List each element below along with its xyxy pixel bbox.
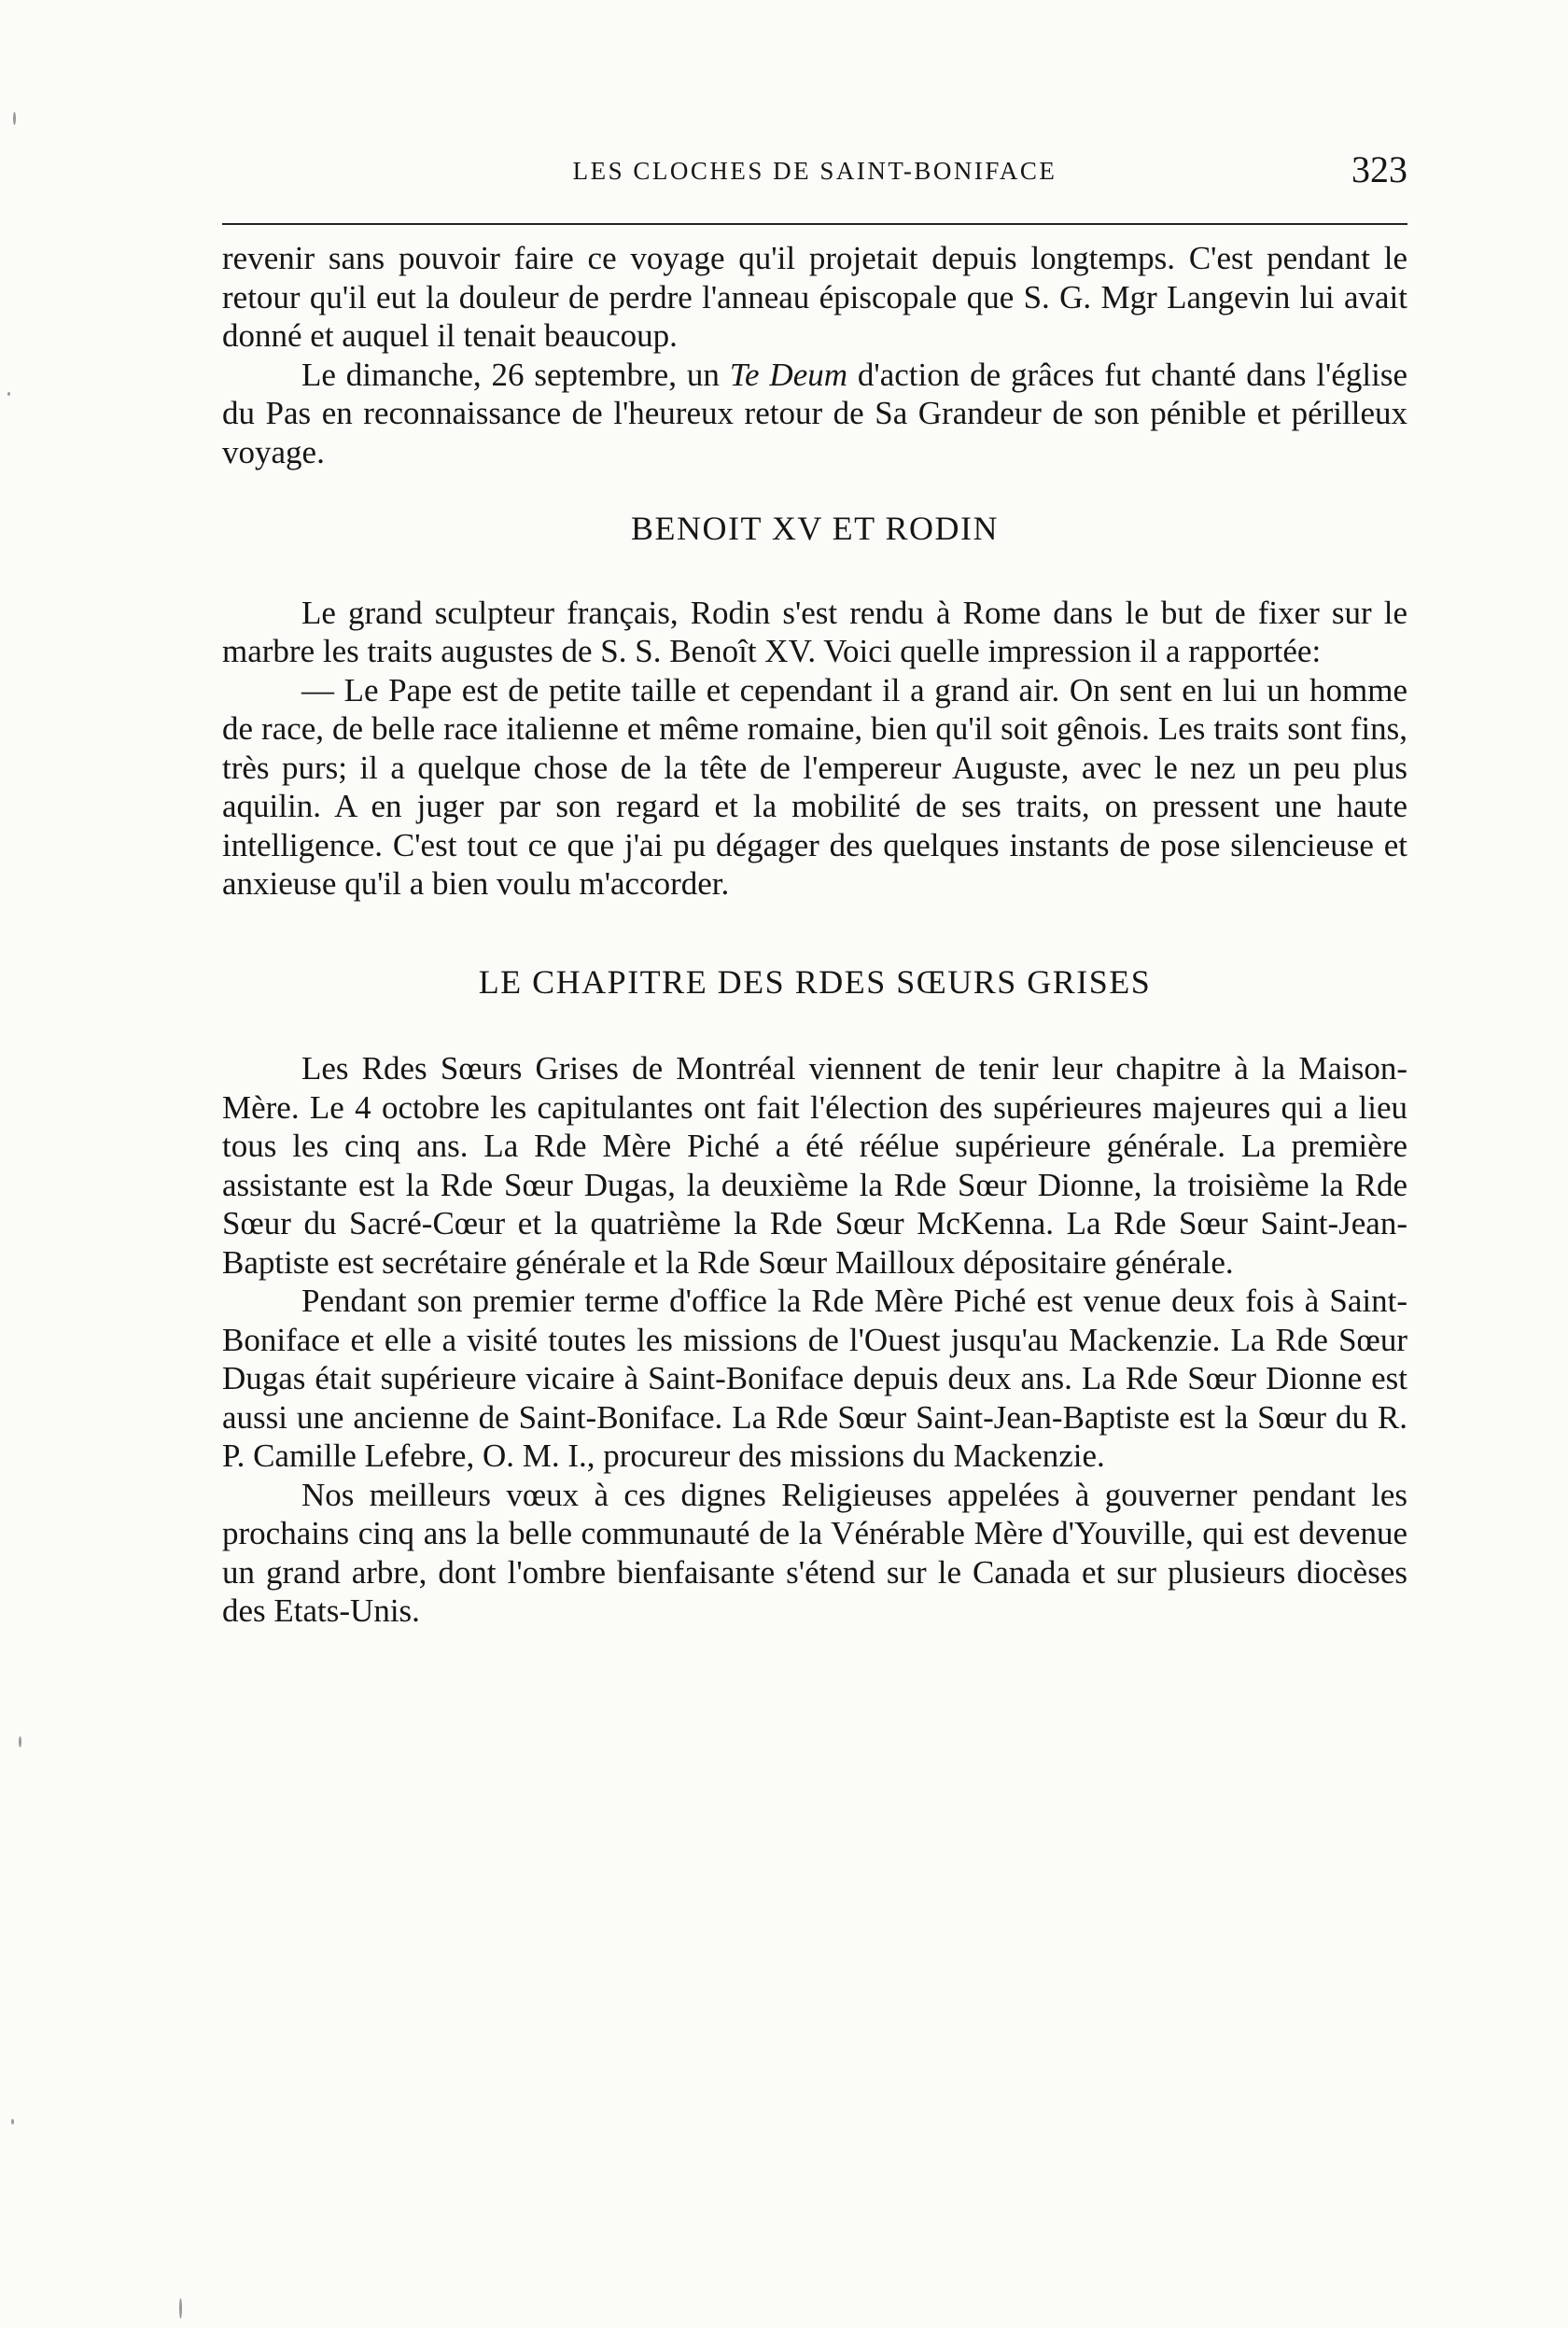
running-title: LES CLOCHES DE SAINT-BONIFACE [572,157,1057,185]
intro-paragraph-te-deum [222,356,1407,472]
te-deum-italic: Te Deum [729,356,848,393]
running-head [222,147,1407,196]
chapitre-paragraph-wishes: Nos meilleurs vœux à ces dignes Religieuses appelées à gouverner pendant les prochains cinq ans la belle communauté de la Vénérable Mère d'Youville, qui est devenue un grand arbre, dont l'ombre bienfaisante s'étend sur le Canada et sur plusieurs diocèses des Etats-Unis. [222,1476,1407,1629]
section-heading-benoit-rodin: BENOIT XV ET RODIN [631,510,999,547]
te-deum-text-before: Le dimanche, 26 septembre, un [301,356,730,393]
scan-speck [179,2298,182,2319]
header-rule [222,223,1407,225]
scan-speck [19,1736,21,1747]
scan-speck [7,392,10,396]
scan-speck [11,2119,14,2125]
scan-speck [13,112,16,125]
chapitre-paragraph-mandate: Pendant son premier terme d'office la Rde Mère Piché est venue deux fois à Saint-Boniface et elle a visité toutes les missions de l'Ouest jusqu'au Mackenzie. La Rde Sœur Dugas était supérieure vicaire à Saint-Boniface depuis deux ans. La Rde Sœur Dionne est aussi une ancienne de Saint-Boniface. La Rde Sœur Saint-Jean-Baptiste est la Sœur du R. P. Camille Lefebre, O. M. I., procureur des missions du Mackenzie. [222,1283,1407,1474]
benoit-paragraph-quote: — Le Pape est de petite taille et cependant il a grand air. On sent en lui un homme de race, de belle race italienne et même romaine, bien qu'il soit gênois. Les traits sont fins, très purs; il a quelque chose de la tête de l'empereur Auguste, avec le nez un peu plus aquilin. A en juger par son regard et la mobilité de ses traits, on pressent une haute intelligence. C'est tout ce que j'ai pu dégager des quelques instants de pose silencieuse et anxieuse qu'il a bien voulu m'accorder. [222,671,1407,902]
te-deum-text-after: d'action de grâces fut chanté dans l'église du Pas en reconnaissance de l'heureux retour de Sa Grandeur de son pénible et périlleux voyage. [222,356,1408,470]
chapitre-paragraph-election: Les Rdes Sœurs Grises de Montréal viennent de tenir leur chapitre à la Maison-Mère. Le 4 octobre les capitulantes ont fait l'élection des supérieures majeures qui a lieu tous les cinq ans. La Rde Mère Piché a été réélue supérieure générale. La première assistante est la Rde Sœur Dugas, la deuxième la Rde Sœur Dionne, la troisième la Rde Sœur du Sacré-Cœur et la quatrième la Rde Sœur McKenna. La Rde Sœur Saint-Jean-Baptiste est secrétaire générale et la Rde Sœur Mailloux dépositaire générale. [222,1050,1407,1281]
page-number: 323 [1351,148,1407,190]
intro-paragraph-continued: revenir sans pouvoir faire ce voyage qu'il projetait depuis longtemps. C'est pendant le retour qu'il eut la douleur de perdre l'anneau épiscopale que S. G. Mgr Langevin lui avait donné et auquel il tenait beaucoup. [222,240,1407,354]
section-heading-chapitre: LE CHAPITRE DES RDES SŒURS GRISES [478,962,1152,1001]
benoit-paragraph-intro: Le grand sculpteur français, Rodin s'est rendu à Rome dans le but de fixer sur le marbre les traits augustes de S. S. Benoît XV. Voici quelle impression il a rapportée: [222,594,1407,669]
page-body [222,239,1407,1631]
